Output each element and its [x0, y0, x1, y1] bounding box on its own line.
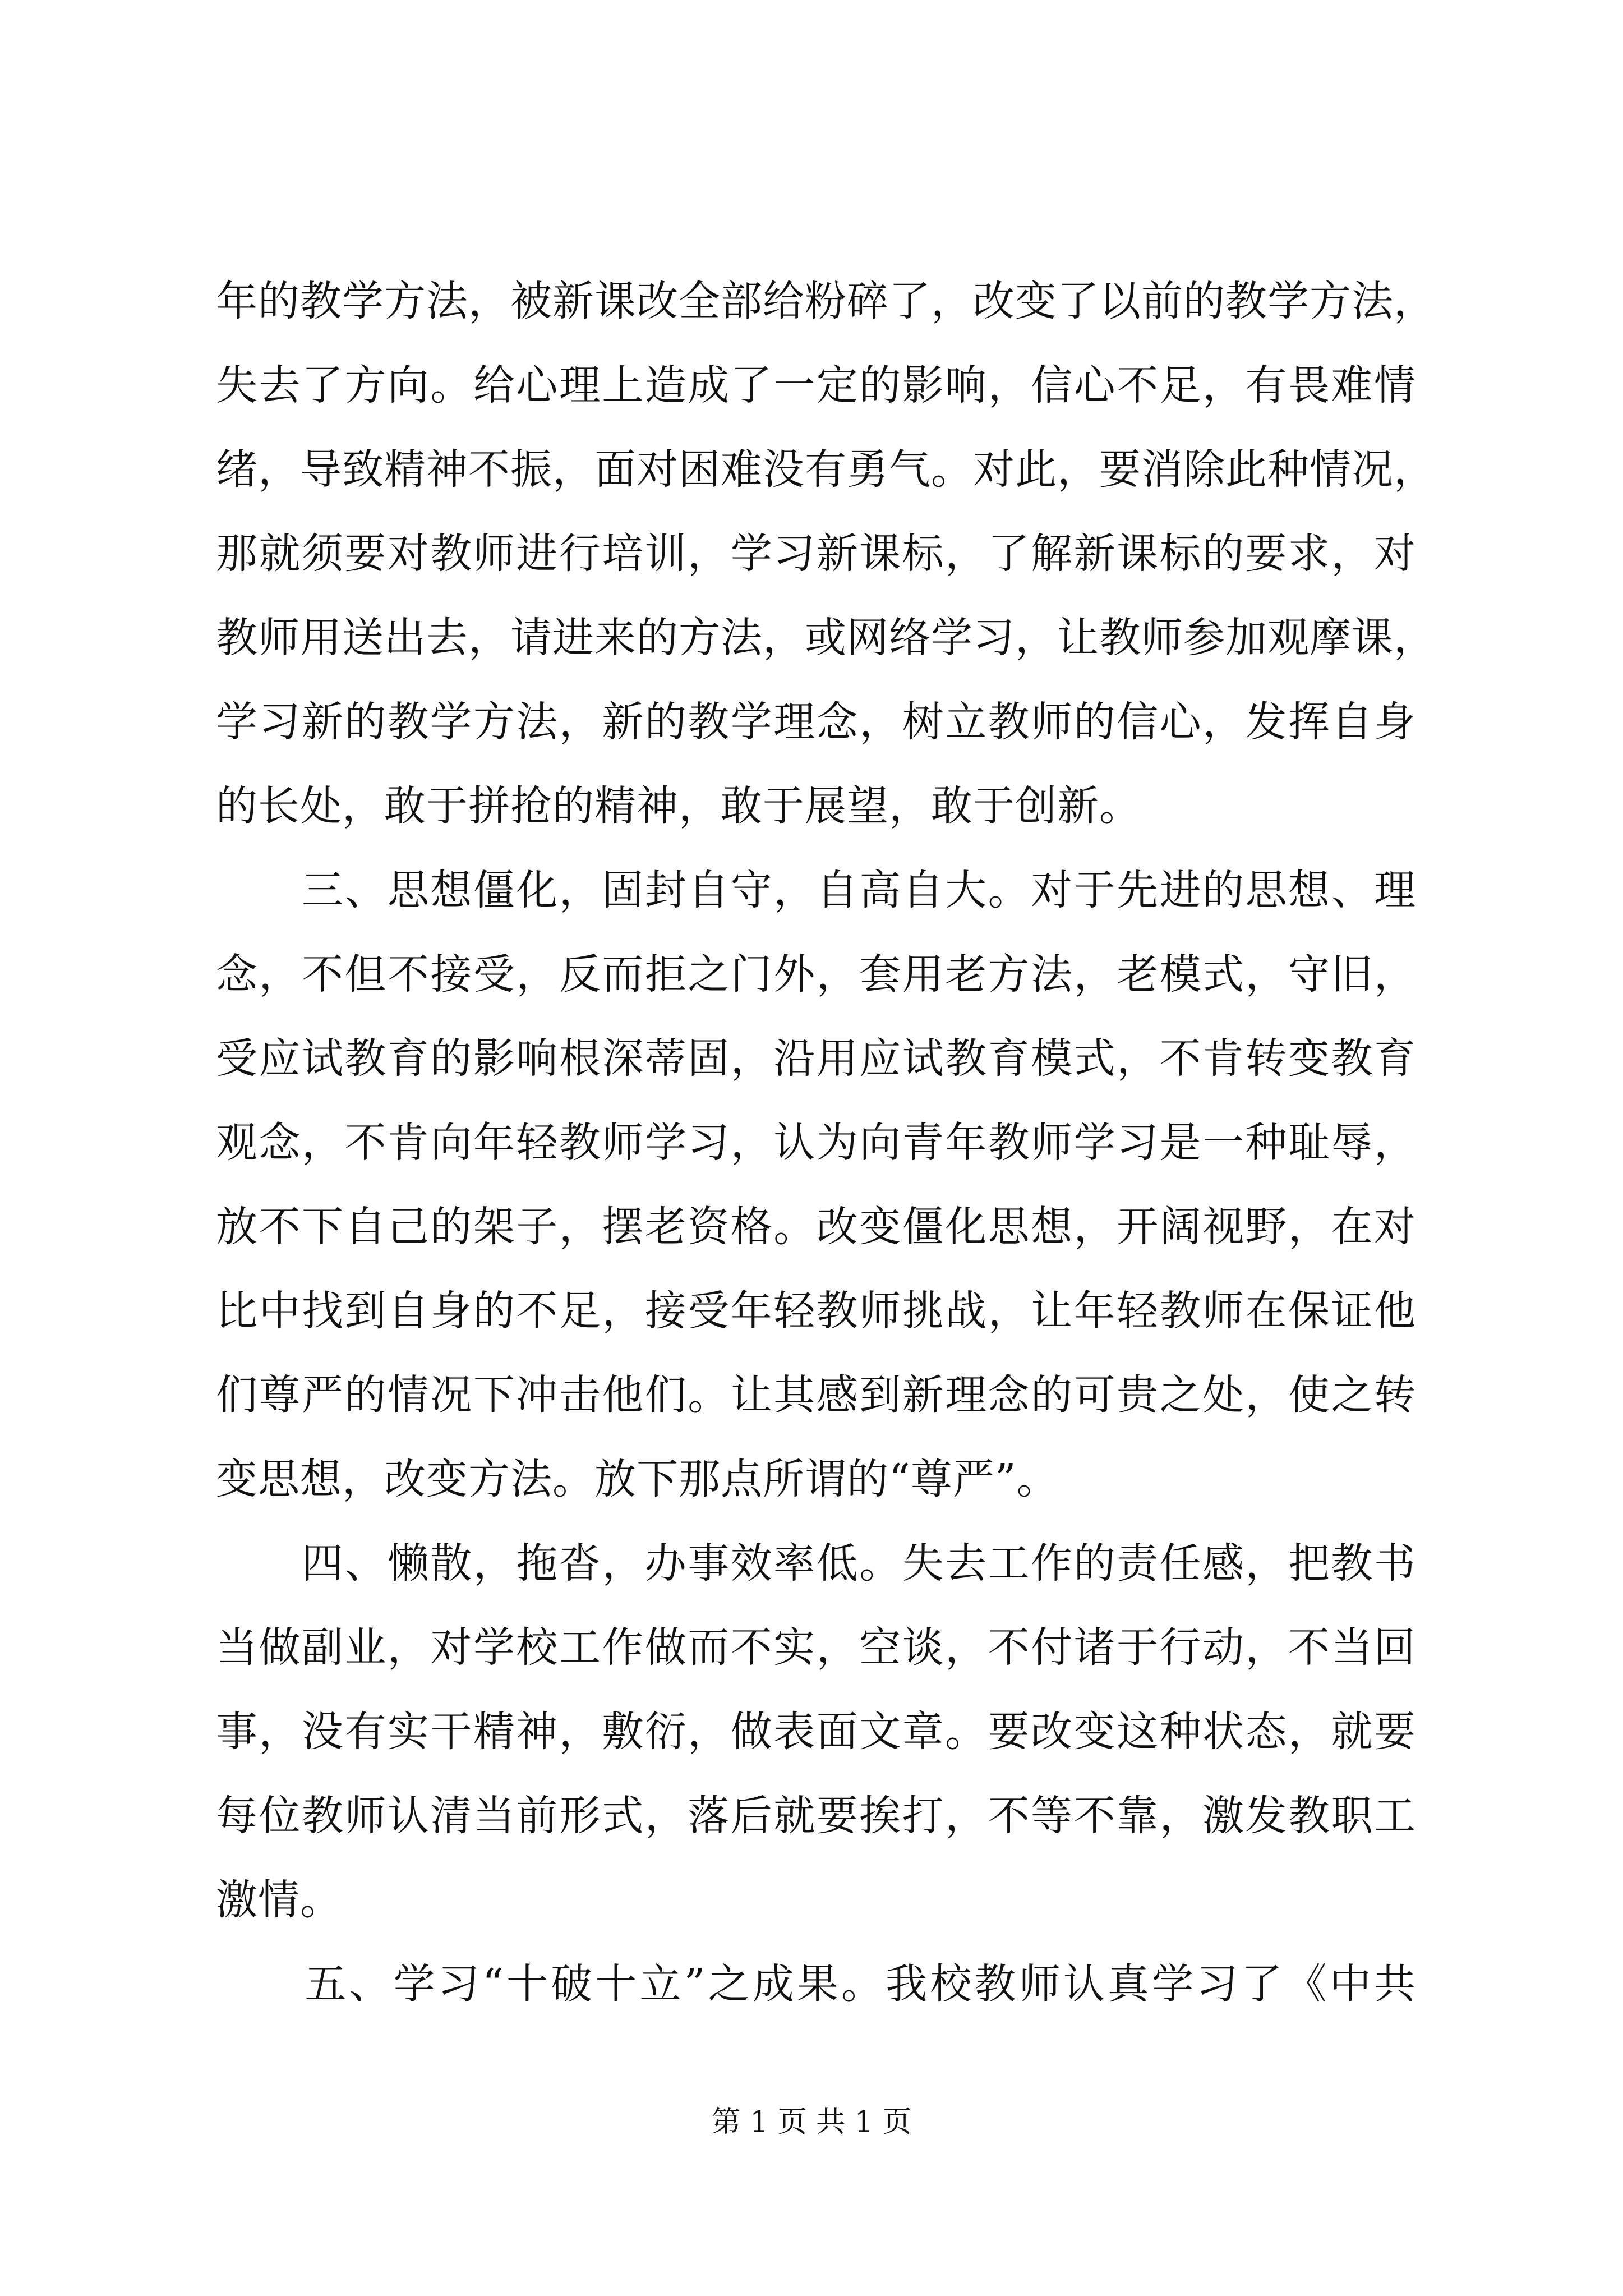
text-line: 放不下自己的架子，摆老资格。改变僵化思想，开阔视野，在对 — [216, 1203, 1416, 1251]
text-line: 四、懒散，拖沓，办事效率低。失去工作的责任感，把教书 — [216, 1539, 1416, 1588]
text-line: 激情。 — [216, 1876, 342, 1924]
page-footer: 第 1 页 共 1 页 — [711, 2105, 912, 2139]
text-line: 学习新的教学方法，新的教学理念，树立教师的信心，发挥自身 — [216, 698, 1416, 746]
text-line: 三、思想僵化，固封自守，自高自大。对于先进的思想、理 — [216, 866, 1416, 914]
text-line: 每位教师认清当前形式，落后就要挨打，不等不靠，激发教职工 — [216, 1792, 1416, 1840]
text-line: 年的教学方法，被新课改全部给粉碎了，改变了以前的教学方法， — [216, 277, 1436, 325]
text-line: 绪，导致精神不振，面对困难没有勇气。对此，要消除此种情况， — [216, 445, 1436, 494]
text-line: 事，没有实干精神，敷衍，做表面文章。要改变这种状态，就要 — [216, 1708, 1416, 1756]
text-line: 五、学习“十破十立”之成果。我校教师认真学习了《中共 — [216, 1960, 1416, 2008]
text-line: 比中找到自身的不足，接受年轻教师挑战，让年轻教师在保证他 — [216, 1287, 1416, 1335]
document-body — [216, 259, 1436, 2026]
text-line: 失去了方向。给心理上造成了一定的影响，信心不足，有畏难情 — [216, 361, 1416, 409]
text-line: 当做副业，对学校工作做而不实，空谈，不付诸于行动，不当回 — [216, 1623, 1416, 1672]
text-line: 念，不但不接受，反而拒之门外，套用老方法，老模式，守旧， — [216, 950, 1416, 999]
text-line: 那就须要对教师进行培训，学习新课标，了解新课标的要求，对 — [216, 530, 1416, 578]
text-line: 受应试教育的影响根深蒂固，沿用应试教育模式，不肯转变教育 — [216, 1034, 1416, 1083]
text-line: 们尊严的情况下冲击他们。让其感到新理念的可贵之处，使之转 — [216, 1371, 1416, 1419]
text-line: 的长处，敢于拼抢的精神，敢于展望，敢于创新。 — [216, 782, 1141, 830]
text-line: 教师用送出去，请进来的方法，或网络学习，让教师参加观摩课， — [216, 614, 1436, 662]
text-line: 变思想，改变方法。放下那点所谓的“尊严”。 — [216, 1455, 1059, 1503]
text-line: 观念，不肯向年轻教师学习，认为向青年教师学习是一种耻辱， — [216, 1119, 1416, 1167]
